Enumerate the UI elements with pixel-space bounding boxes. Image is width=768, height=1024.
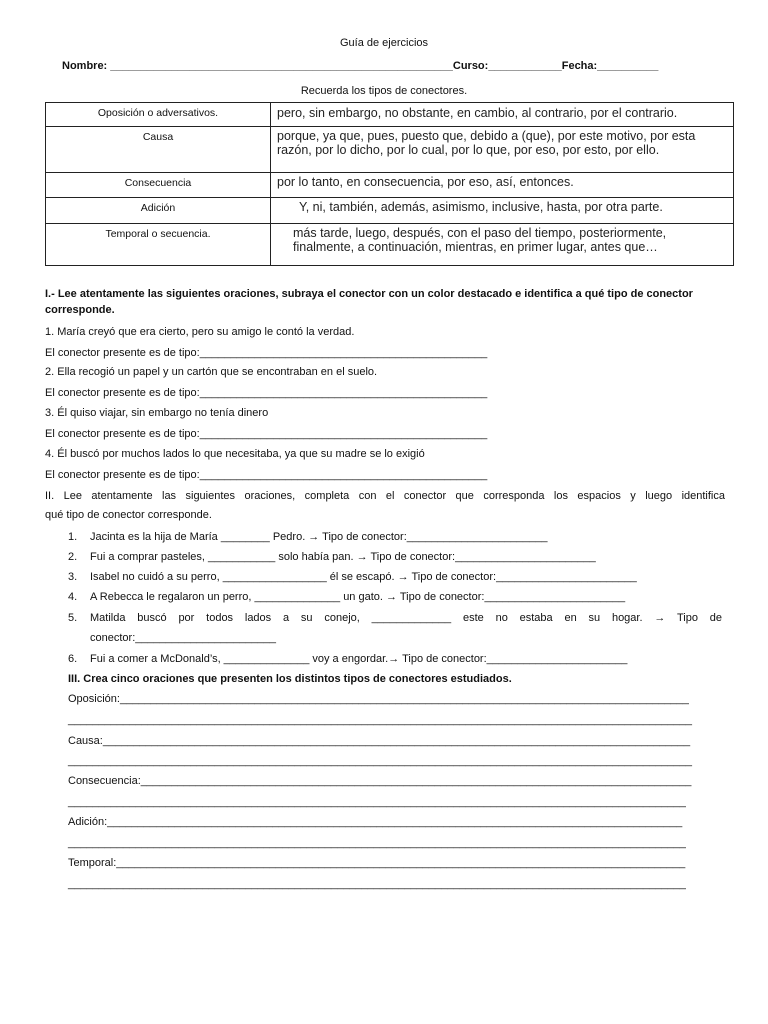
category-cell: Temporal o secuencia. xyxy=(46,224,271,266)
list-item xyxy=(68,571,637,583)
answer-field[interactable]: El conector presente es de tipo:_______________________________________________ xyxy=(45,469,488,481)
item-number: 3. xyxy=(68,571,78,583)
category-cell: Oposición o adversativos. xyxy=(46,103,271,127)
item-number: 1. xyxy=(68,531,78,543)
exercise-sentence: 1. María creyó que era cierto, pero su amigo le contó la verdad. xyxy=(45,326,355,338)
table-caption: Recuerda los tipos de conectores. xyxy=(300,85,468,97)
fill-in-sentence[interactable]: Fui a comprar pasteles, ___________ solo había pan. → Tipo de conector:_______________________ xyxy=(90,551,596,563)
table-row xyxy=(46,103,734,127)
list-item xyxy=(68,551,596,563)
writing-line-addition[interactable]: Adición:______________________________________________________________________________________________ xyxy=(68,816,683,828)
writing-line[interactable]: ______________________________________________________________________________________________________ xyxy=(68,714,693,726)
category-cell: Consecuencia xyxy=(46,173,271,198)
page-title: Guía de ejercicios xyxy=(339,37,429,49)
list-item xyxy=(68,653,627,665)
writing-line-temporal[interactable]: Temporal:_____________________________________________________________________________________________ xyxy=(68,857,686,869)
list-item xyxy=(68,531,547,543)
connectors-cell: porque, ya que, pues, puesto que, debido a (que), por este motivo, por esta razón, por lo dicho, por lo cual, por lo que, por eso, por esto, por ello. xyxy=(271,127,734,173)
student-info-fields[interactable]: Nombre: ________________________________________________________Curso:____________Fecha:__________ xyxy=(62,60,659,72)
connectors-cell: Y, ni, también, además, asimismo, inclusive, hasta, por otra parte. xyxy=(271,198,734,224)
category-cell: Adición xyxy=(46,198,271,224)
table-row xyxy=(46,173,734,198)
item-number: 4. xyxy=(68,591,78,603)
writing-line[interactable]: ______________________________________________________________________________________________________ xyxy=(68,755,693,767)
connectors-cell: por lo tanto, en consecuencia, por eso, así, entonces. xyxy=(271,173,734,198)
item-number: 2. xyxy=(68,551,78,563)
connectors-cell: más tarde, luego, después, con el paso del tiempo, posteriormente, finalmente, a continuación, mientras, en primer lugar, antes que… xyxy=(271,224,734,266)
fill-in-sentence[interactable]: A Rebecca le regalaron un perro, ______________ un gato. → Tipo de conector:_______________________ xyxy=(90,591,626,603)
section-3-instruction: III. Crea cinco oraciones que presenten los distintos tipos de conectores estudiados. xyxy=(68,673,512,685)
connectors-cell: pero, sin embargo, no obstante, en cambio, al contrario, por el contrario. xyxy=(271,103,734,127)
fill-in-sentence[interactable]: Fui a comer a McDonald’s, ______________ voy a engordar.→ Tipo de conector:_______________________ xyxy=(90,653,628,665)
fill-in-continuation[interactable]: conector:_______________________ xyxy=(90,632,276,644)
section-2-instruction-cont: qué tipo de conector corresponde. xyxy=(45,509,212,521)
writing-line[interactable]: _____________________________________________________________________________________________________ xyxy=(68,837,686,849)
item-number: 6. xyxy=(68,653,78,665)
writing-line-opposition[interactable]: Oposición:_____________________________________________________________________________________________ xyxy=(68,693,689,705)
writing-line-consequence[interactable]: Consecuencia:__________________________________________________________________________________________ xyxy=(68,775,692,787)
answer-field[interactable]: El conector presente es de tipo:_______________________________________________ xyxy=(45,428,488,440)
list-item xyxy=(68,591,625,603)
fill-in-sentence[interactable]: Jacinta es la hija de María ________ Pedro. → Tipo de conector:_______________________ xyxy=(90,531,548,543)
answer-field[interactable]: El conector presente es de tipo:_______________________________________________ xyxy=(45,387,488,399)
writing-line-cause[interactable]: Causa:________________________________________________________________________________________________ xyxy=(68,735,691,747)
writing-line[interactable]: _____________________________________________________________________________________________________ xyxy=(68,796,686,808)
section-1-instruction: I.- Lee atentamente las siguientes oraciones, subraya el conector con un color destacado e identifica a qué tipo de conector xyxy=(45,288,693,300)
exercise-sentence: 2. Ella recogió un papel y un cartón que se encontraban en el suelo. xyxy=(45,366,378,378)
table-row xyxy=(46,127,734,173)
table-row xyxy=(46,224,734,266)
category-cell: Causa xyxy=(46,127,271,173)
section-1-instruction-cont: corresponde. xyxy=(45,304,115,316)
list-item xyxy=(68,612,724,624)
exercise-sentence: 3. Él quiso viajar, sin embargo no tenía dinero xyxy=(45,407,269,419)
answer-field[interactable]: El conector presente es de tipo:_______________________________________________ xyxy=(45,347,488,359)
table-row xyxy=(46,198,734,224)
exercise-sentence: 4. Él buscó por muchos lados lo que necesitaba, ya que su madre se lo exigió xyxy=(45,448,425,460)
section-2-instruction: II. Lee atentamente las siguientes oraciones, completa con el conector que corresponda los espacios y luego identifica xyxy=(45,490,725,502)
writing-line[interactable]: _____________________________________________________________________________________________________ xyxy=(68,878,686,890)
item-number: 5. xyxy=(68,612,78,624)
fill-in-sentence[interactable]: Matilda buscó por todos lados a su conejo, _____________ este no estaba en su hogar. → Tipo de xyxy=(90,612,722,624)
fill-in-sentence[interactable]: Isabel no cuidó a su perro, _________________ él se escapó. → Tipo de conector:_______________________ xyxy=(90,571,637,583)
connectors-table xyxy=(45,102,734,266)
